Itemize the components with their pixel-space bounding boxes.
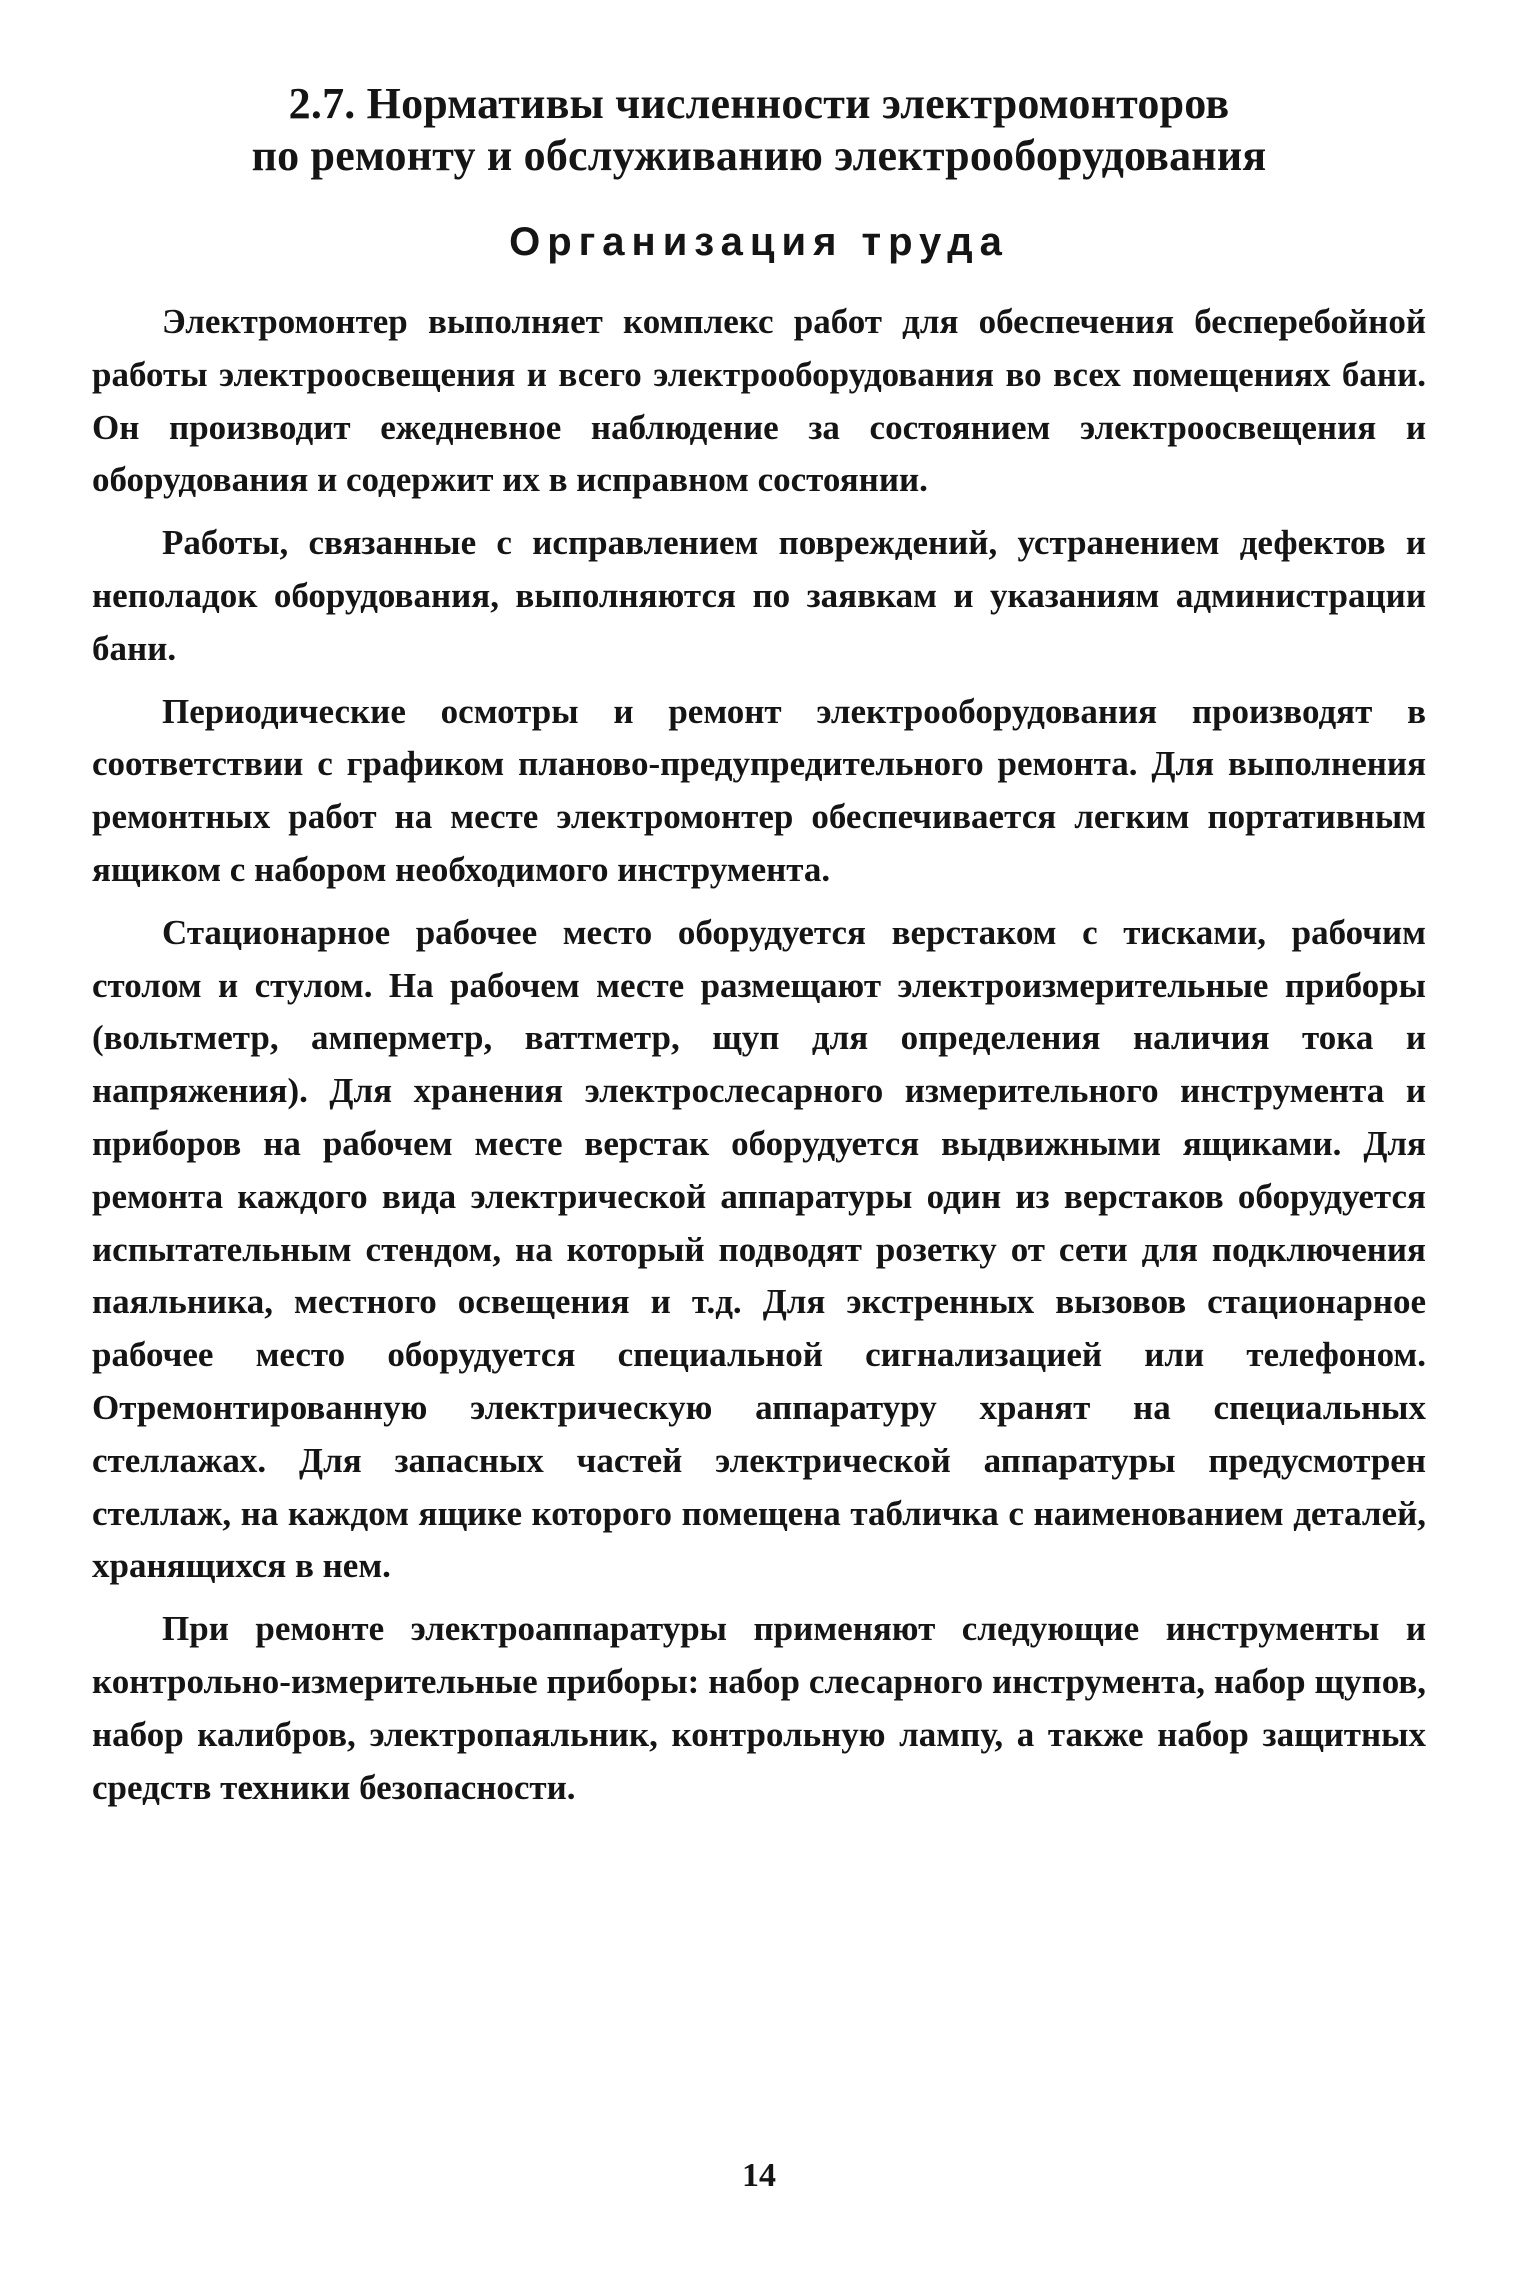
paragraph: Электромонтер выполняет комплекс работ для обеспечения бесперебойной работы электроосвещения и всего электрооборудования во всех помещениях бани. Он производит ежедневное наблюдение за состоянием электроосвещения и оборудования и содержит их в исправном состоянии.	[92, 302, 1426, 500]
paragraph: При ремонте электроаппаратуры применяют следующие инструменты и контрольно-измерительные приборы: набор слесарного инструмента, набор щупов, набор калибров, электропаяльник, контрольную лампу, а также набор защитных средств техники безопасности.	[92, 1609, 1426, 1807]
subsection-title: Организация труда	[509, 220, 1009, 264]
paragraph: Стационарное рабочее место оборудуется верстаком с тисками, рабочим столом и стулом. На рабочем месте размещают электроизмерительные приборы (вольтметр, амперметр, ваттметр, щуп для определения наличия тока и напряжения). Для хранения электрослесарного измерительного инструмента и приборов на рабочем месте верстак оборудуется выдвижными ящиками. Для ремонта каждого вида электрической аппаратуры один из верстаков оборудуется испытательным стендом, на который подводят розетку от сети для подключения паяльника, местного освещения и т.д. Для экстренных вызовов стационарное рабочее место оборудуется специальной сигнализацией или телефоном. Отремонтированную электрическую аппаратуру хранят на специальных стеллажах. Для запасных частей электрической аппаратуры предусмотрен стеллаж, на каждом ящике которого помещена табличка с наименованием деталей, хранящихся в нем.	[92, 912, 1426, 1586]
paragraph: Работы, связанные с исправлением повреждений, устранением дефектов и неполадок оборудования, выполняются по заявкам и указаниям администрации бани.	[92, 523, 1426, 668]
page-number: 14	[742, 2157, 776, 2194]
section-title-line-1: 2.7. Нормативы численности электромонторов	[288, 79, 1230, 128]
section-title-line-2: по ремонту и обслуживанию электрооборудования	[251, 131, 1267, 180]
body-text	[92, 296, 1426, 1824]
paragraph: Периодические осмотры и ремонт электрооборудования производят в соответствии с графиком планово-предупредительного ремонта. Для выполнения ремонтных работ на месте электромонтер обеспечивается легким портативным ящиком с набором необходимого инструмента.	[92, 691, 1426, 889]
section-heading	[150, 78, 1368, 182]
